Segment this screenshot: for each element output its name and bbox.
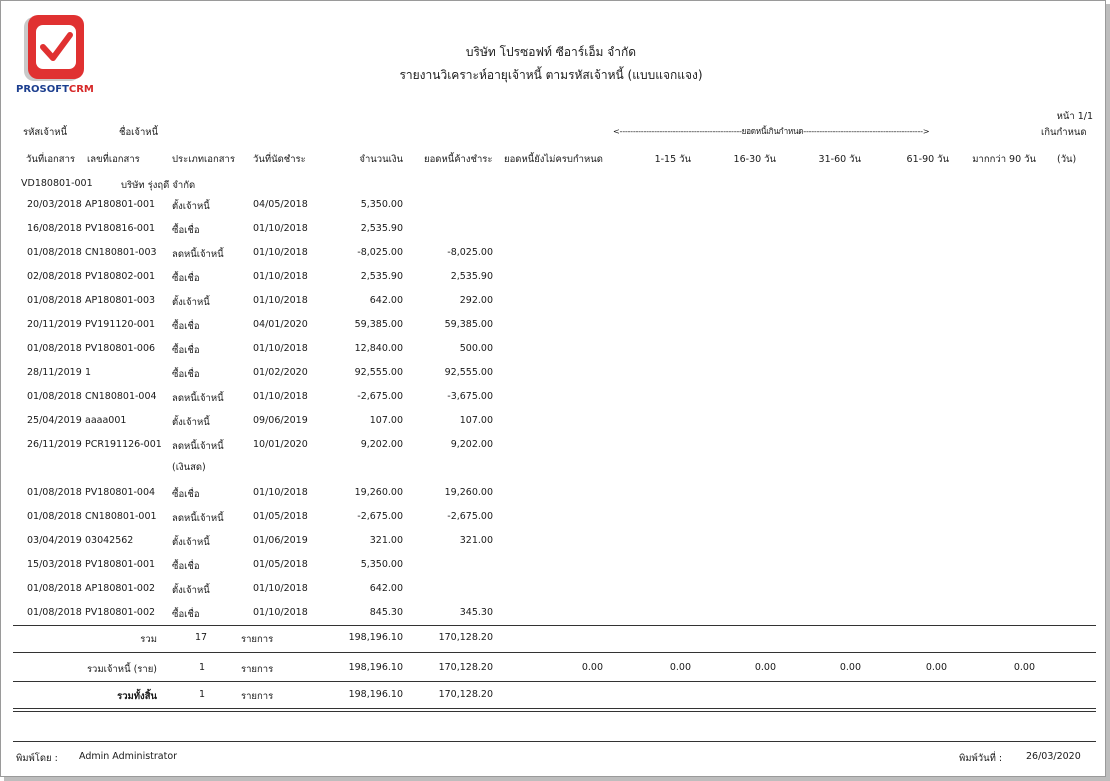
row-amount: 5,350.00 bbox=[360, 559, 403, 570]
vendor-bucket-not-due: 0.00 bbox=[581, 662, 603, 673]
row-doc-no: 03042562 bbox=[85, 535, 134, 546]
table-row bbox=[1, 247, 1105, 271]
row-doc-date: 01/08/2018 bbox=[27, 343, 82, 354]
row-due-date: 01/06/2019 bbox=[253, 535, 308, 546]
row-doc-date: 01/08/2018 bbox=[27, 487, 82, 498]
footer-rule bbox=[13, 741, 1096, 742]
row-doc-type-cont: (เงินสด) bbox=[172, 462, 206, 473]
col-bucket-4: 61-90 วัน bbox=[906, 154, 949, 165]
sum-unit: รายการ bbox=[241, 634, 274, 645]
row-doc-date: 28/11/2019 bbox=[27, 367, 82, 378]
table-row bbox=[1, 583, 1105, 607]
col-amount: จำนวนเงิน bbox=[359, 154, 403, 165]
row-doc-type: ซื้อเชื่อ bbox=[172, 345, 200, 356]
row-balance: 107.00 bbox=[459, 415, 493, 426]
col-bucket-5: มากกว่า 90 วัน bbox=[972, 154, 1036, 165]
row-doc-type: ซื้อเชื่อ bbox=[172, 321, 200, 332]
row-balance: 292.00 bbox=[459, 295, 493, 306]
col-vendor-name: ชื่อเจ้าหนี้ bbox=[119, 127, 159, 138]
vendor-bucket-1: 0.00 bbox=[669, 662, 691, 673]
row-doc-date: 20/03/2018 bbox=[27, 199, 82, 210]
row-doc-date: 03/04/2019 bbox=[27, 535, 82, 546]
total-label: รวมทั้งสิ้น bbox=[117, 691, 157, 702]
total-amount: 198,196.10 bbox=[348, 689, 403, 700]
row-balance: 59,385.00 bbox=[444, 319, 493, 330]
row-doc-type: ซื้อเชื่อ bbox=[172, 609, 200, 620]
double-rule-bottom bbox=[13, 711, 1096, 712]
row-balance: -2,675.00 bbox=[447, 511, 493, 522]
row-due-date: 01/05/2018 bbox=[253, 511, 308, 522]
table-row bbox=[1, 199, 1105, 223]
vendor-sum-label: รวมเจ้าหนี้ (ราย) bbox=[86, 664, 157, 675]
row-amount: 59,385.00 bbox=[354, 319, 403, 330]
row-due-date: 01/10/2018 bbox=[253, 583, 308, 594]
sum-balance: 170,128.20 bbox=[438, 632, 493, 643]
row-amount: 642.00 bbox=[369, 295, 403, 306]
total-unit: รายการ bbox=[241, 691, 274, 702]
row-doc-date: 01/08/2018 bbox=[27, 391, 82, 402]
row-doc-no: PCR191126-001 bbox=[85, 439, 162, 450]
col-not-due: ยอดหนี้ยังไม่ครบกำหนด bbox=[504, 154, 603, 165]
col-days: (วัน) bbox=[1057, 154, 1077, 165]
row-doc-type: ซื้อเชื่อ bbox=[172, 273, 200, 284]
row-doc-date: 01/08/2018 bbox=[27, 511, 82, 522]
table-row bbox=[1, 535, 1105, 559]
row-doc-type: ตั้งเจ้าหนี้ bbox=[172, 417, 210, 428]
row-due-date: 01/05/2018 bbox=[253, 559, 308, 570]
row-amount: 321.00 bbox=[369, 535, 403, 546]
row-doc-type: ซื้อเชื่อ bbox=[172, 561, 200, 572]
table-row bbox=[1, 295, 1105, 319]
vendor-bucket-3: 0.00 bbox=[839, 662, 861, 673]
row-doc-type: ซื้อเชื่อ bbox=[172, 369, 200, 380]
col-bucket-1: 1-15 วัน bbox=[654, 154, 691, 165]
vendor-sum-balance: 170,128.20 bbox=[438, 662, 493, 673]
row-due-date: 01/10/2018 bbox=[253, 295, 308, 306]
row-balance: -8,025.00 bbox=[447, 247, 493, 258]
row-doc-type: ตั้งเจ้าหนี้ bbox=[172, 201, 210, 212]
printed-by: Admin Administrator bbox=[79, 751, 178, 762]
table-row bbox=[1, 343, 1105, 367]
row-amount: 9,202.00 bbox=[360, 439, 403, 450]
table-row bbox=[1, 271, 1105, 295]
vendor-sum-unit: รายการ bbox=[241, 664, 274, 675]
table-row bbox=[1, 367, 1105, 391]
col-doc-date: วันที่เอกสาร bbox=[26, 154, 76, 165]
row-doc-type: ตั้งเจ้าหนี้ bbox=[172, 297, 210, 308]
row-doc-no: aaaa001 bbox=[85, 415, 127, 426]
col-balance: ยอดหนี้ค้างชำระ bbox=[424, 154, 493, 165]
row-due-date: 01/10/2018 bbox=[253, 271, 308, 282]
row-balance: 92,555.00 bbox=[444, 367, 493, 378]
col-due-date: วันที่นัดชำระ bbox=[253, 154, 306, 165]
table-row bbox=[1, 391, 1105, 415]
row-amount: 5,350.00 bbox=[360, 199, 403, 210]
row-doc-date: 02/08/2018 bbox=[27, 271, 82, 282]
row-amount: -2,675.00 bbox=[357, 391, 403, 402]
row-doc-no: PV180816-001 bbox=[85, 223, 156, 234]
row-amount: 642.00 bbox=[369, 583, 403, 594]
row-due-date: 09/06/2019 bbox=[253, 415, 308, 426]
row-doc-no: CN180801-004 bbox=[85, 391, 157, 402]
row-balance: -3,675.00 bbox=[447, 391, 493, 402]
col-vendor-code: รหัสเจ้าหนี้ bbox=[23, 127, 68, 138]
row-doc-type: ลดหนี้เจ้าหนี้ bbox=[172, 513, 224, 524]
row-amount: 2,535.90 bbox=[360, 223, 403, 234]
table-row bbox=[1, 319, 1105, 343]
sum-label: รวม bbox=[140, 634, 157, 645]
col-doc-type: ประเภทเอกสาร bbox=[172, 154, 235, 165]
row-doc-date: 15/03/2018 bbox=[27, 559, 82, 570]
printed-by-label: พิมพ์โดย : bbox=[16, 753, 58, 764]
vendor-bucket-4: 0.00 bbox=[925, 662, 947, 673]
row-doc-date: 20/11/2019 bbox=[27, 319, 82, 330]
row-doc-type: ลดหนี้เจ้าหนี้ bbox=[172, 249, 224, 260]
row-due-date: 04/05/2018 bbox=[253, 199, 308, 210]
row-amount: 107.00 bbox=[369, 415, 403, 426]
row-due-date: 01/10/2018 bbox=[253, 487, 308, 498]
row-doc-date: 26/11/2019 bbox=[27, 439, 82, 450]
company-name: บริษัท โปรซอฟท์ ซีอาร์เอ็ม จำกัด bbox=[465, 45, 637, 59]
table-row bbox=[1, 559, 1105, 583]
row-balance: 345.30 bbox=[459, 607, 493, 618]
row-balance: 500.00 bbox=[459, 343, 493, 354]
printed-date-label: พิมพ์วันที่ : bbox=[959, 753, 1003, 764]
sum-count: 17 bbox=[195, 632, 208, 643]
row-doc-date: 01/08/2018 bbox=[27, 295, 82, 306]
table-row bbox=[1, 223, 1105, 247]
col-overdue-range: <----------------------------------------------ยอดหนี้เกินกำหนด---------------------------------------------> bbox=[613, 126, 930, 136]
row-doc-no: CN180801-003 bbox=[85, 247, 157, 258]
table-row bbox=[1, 511, 1105, 535]
row-due-date: 01/10/2018 bbox=[253, 343, 308, 354]
table-row bbox=[1, 415, 1105, 439]
vendor-name: บริษัท รุ่งฤดี จำกัด bbox=[121, 180, 196, 191]
table-row bbox=[1, 439, 1105, 473]
table-row bbox=[1, 607, 1105, 631]
vendor-bucket-2: 0.00 bbox=[754, 662, 776, 673]
row-due-date: 01/10/2018 bbox=[253, 223, 308, 234]
row-due-date: 01/10/2018 bbox=[253, 391, 308, 402]
sum-amount: 198,196.10 bbox=[348, 632, 403, 643]
divider-sum bbox=[13, 625, 1096, 626]
row-doc-type: ซื้อเชื่อ bbox=[172, 225, 200, 236]
row-doc-date: 25/04/2019 bbox=[27, 415, 82, 426]
row-doc-no: 1 bbox=[85, 367, 92, 378]
col-bucket-3: 31-60 วัน bbox=[818, 154, 861, 165]
row-amount: -8,025.00 bbox=[357, 247, 403, 258]
vendor-code: VD180801-001 bbox=[21, 178, 93, 189]
row-doc-type: ลดหนี้เจ้าหนี้ bbox=[172, 393, 224, 404]
col-overdue: เกินกำหนด bbox=[1041, 127, 1087, 138]
row-doc-no: PV180801-001 bbox=[85, 559, 156, 570]
divider-vendor bbox=[13, 652, 1096, 653]
col-bucket-2: 16-30 วัน bbox=[733, 154, 776, 165]
row-due-date: 04/01/2020 bbox=[253, 319, 308, 330]
row-doc-no: AP180801-003 bbox=[85, 295, 156, 306]
row-doc-type: ซื้อเชื่อ bbox=[172, 489, 200, 500]
row-doc-no: PV180801-002 bbox=[85, 607, 156, 618]
row-doc-date: 01/08/2018 bbox=[27, 583, 82, 594]
row-doc-no: AP180801-001 bbox=[85, 199, 156, 210]
table-row bbox=[1, 487, 1105, 511]
row-balance: 321.00 bbox=[459, 535, 493, 546]
report-title: รายงานวิเคราะห์อายุเจ้าหนี้ ตามรหัสเจ้าหนี้ (แบบแจกแจง) bbox=[399, 68, 703, 82]
row-doc-date: 16/08/2018 bbox=[27, 223, 82, 234]
row-doc-type: ลดหนี้เจ้าหนี้ bbox=[172, 441, 224, 452]
row-balance: 2,535.90 bbox=[450, 271, 493, 282]
row-amount: -2,675.00 bbox=[357, 511, 403, 522]
row-due-date: 01/02/2020 bbox=[253, 367, 308, 378]
logo-text: PROSOFTCRM bbox=[16, 84, 94, 95]
vendor-sum-amount: 198,196.10 bbox=[348, 662, 403, 673]
divider-total bbox=[13, 681, 1096, 682]
row-doc-no: AP180801-002 bbox=[85, 583, 156, 594]
row-doc-type: ตั้งเจ้าหนี้ bbox=[172, 585, 210, 596]
row-doc-no: PV180801-004 bbox=[85, 487, 156, 498]
row-amount: 845.30 bbox=[369, 607, 403, 618]
row-doc-no: PV180802-001 bbox=[85, 271, 156, 282]
page-number: หน้า 1/1 bbox=[1056, 111, 1093, 122]
row-due-date: 10/01/2020 bbox=[253, 439, 308, 450]
col-doc-no: เลขที่เอกสาร bbox=[87, 154, 140, 165]
row-doc-no: PV180801-006 bbox=[85, 343, 156, 354]
double-rule-top bbox=[13, 708, 1096, 709]
row-amount: 12,840.00 bbox=[354, 343, 403, 354]
vendor-bucket-5: 0.00 bbox=[1013, 662, 1035, 673]
row-doc-no: PV191120-001 bbox=[85, 319, 156, 330]
printed-date: 26/03/2020 bbox=[1026, 751, 1081, 762]
row-due-date: 01/10/2018 bbox=[253, 607, 308, 618]
vendor-sum-count: 1 bbox=[199, 662, 206, 673]
row-amount: 92,555.00 bbox=[354, 367, 403, 378]
total-count: 1 bbox=[199, 689, 206, 700]
row-balance: 19,260.00 bbox=[444, 487, 493, 498]
row-doc-date: 01/08/2018 bbox=[27, 607, 82, 618]
row-amount: 19,260.00 bbox=[354, 487, 403, 498]
total-balance: 170,128.20 bbox=[438, 689, 493, 700]
row-doc-type: ตั้งเจ้าหนี้ bbox=[172, 537, 210, 548]
row-doc-date: 01/08/2018 bbox=[27, 247, 82, 258]
row-balance: 9,202.00 bbox=[450, 439, 493, 450]
row-amount: 2,535.90 bbox=[360, 271, 403, 282]
row-due-date: 01/10/2018 bbox=[253, 247, 308, 258]
row-doc-no: CN180801-001 bbox=[85, 511, 157, 522]
